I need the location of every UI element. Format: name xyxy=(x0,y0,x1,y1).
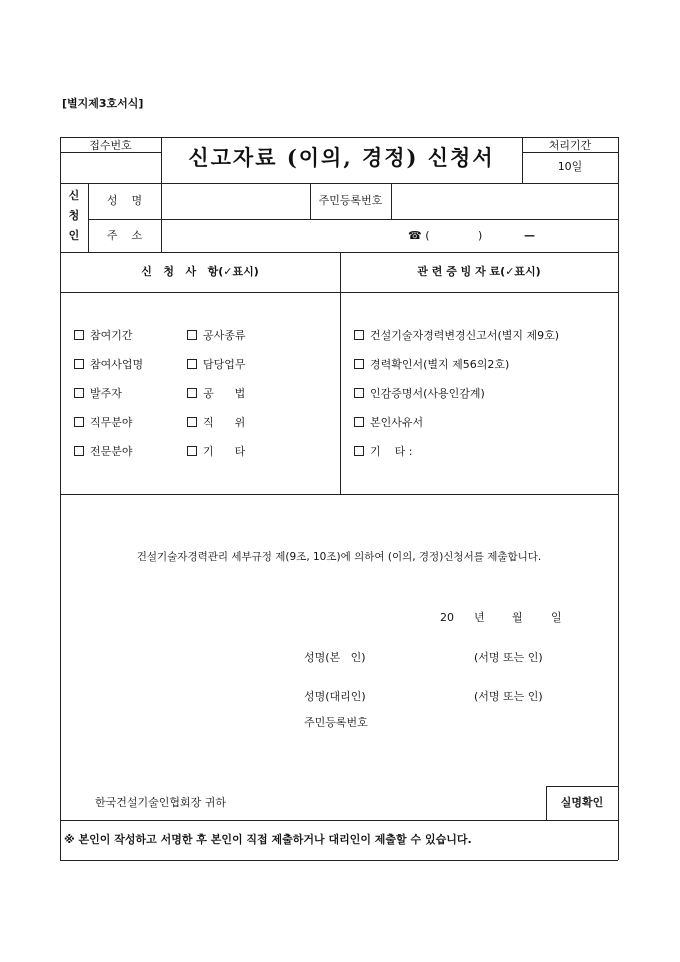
checkbox[interactable] xyxy=(187,388,197,398)
checkbox[interactable] xyxy=(74,446,84,456)
signature-agent-label: 성명(대리인) xyxy=(304,690,366,703)
evidence-item-career-certificate[interactable]: 경력확인서(별지 제56의2호) xyxy=(354,358,509,372)
receipt-number-field[interactable] xyxy=(60,153,161,183)
request-section-header: 신 청 사 항(✓표시) xyxy=(141,265,259,278)
checkbox[interactable] xyxy=(187,446,197,456)
request-item-duties[interactable]: 담당업무 xyxy=(187,358,246,372)
checkbox[interactable] xyxy=(74,388,84,398)
evidence-item-change-report[interactable]: 건설기술자경력변경신고서(별지 제9호) xyxy=(354,329,559,343)
checkbox[interactable] xyxy=(74,359,84,369)
footer-note: ※ 본인이 작성하고 서명한 후 본인이 직접 제출하거나 대리인이 제출할 수 있습니다. xyxy=(64,833,472,846)
form-code: [별지제3호서식] xyxy=(62,97,144,110)
checkbox[interactable] xyxy=(187,359,197,369)
checkbox[interactable] xyxy=(354,446,364,456)
evidence-item-seal-certificate[interactable]: 인감증명서(사용인감계) xyxy=(354,387,485,401)
statement-text: 건설기술자경력관리 세부규정 제(9조, 10조)에 의하여 (이의, 경정)신청서를 제출합니다. xyxy=(136,551,542,563)
rrn-label: 주민등록번호 xyxy=(318,194,383,207)
date-year-unit: 년 xyxy=(474,611,485,624)
address-label: 주 소 xyxy=(106,229,143,242)
name-label: 성 명 xyxy=(106,194,143,207)
date-year: 20 xyxy=(440,611,454,624)
date-month-unit: 월 xyxy=(512,611,523,624)
applicant-side-label-2: 청 xyxy=(68,209,80,222)
evidence-item-other[interactable]: 기 타 : xyxy=(354,445,412,459)
checkbox[interactable] xyxy=(354,330,364,340)
checkbox[interactable] xyxy=(74,330,84,340)
phone-area-code-field[interactable] xyxy=(430,222,474,246)
rrn-field[interactable] xyxy=(392,184,617,218)
evidence-item-reason-statement[interactable]: 본인사유서 xyxy=(354,416,423,430)
request-item-other[interactable]: 기 타 xyxy=(187,445,245,459)
processing-period-label: 처리기간 xyxy=(548,139,592,152)
signature-agent-field[interactable] xyxy=(380,685,468,707)
request-item-position[interactable]: 직 위 xyxy=(187,416,245,430)
agent-rrn-field[interactable] xyxy=(380,711,530,733)
addressee: 한국건설기술인협회장 귀하 xyxy=(95,796,227,809)
receipt-number-label: 접수번호 xyxy=(89,139,132,152)
signature-self-field[interactable] xyxy=(380,646,468,668)
checkbox[interactable] xyxy=(187,330,197,340)
signature-self-sign: (서명 또는 인) xyxy=(474,651,543,664)
phone-open: ☎ ( xyxy=(408,229,430,242)
identity-verification-label: 실명확인 xyxy=(560,796,604,809)
request-item-client[interactable]: 발주자 xyxy=(74,387,122,401)
request-item-project-name[interactable]: 참여사업명 xyxy=(74,358,143,372)
request-item-specialty-field[interactable]: 전문분야 xyxy=(74,445,133,459)
applicant-side-label-1: 신 xyxy=(68,189,80,202)
checkbox[interactable] xyxy=(354,388,364,398)
request-item-job-field[interactable]: 직무분야 xyxy=(74,416,133,430)
checkbox[interactable] xyxy=(354,417,364,427)
request-item-construction-type[interactable]: 공사종류 xyxy=(187,329,246,343)
evidence-section-header: 관 련 증 빙 자 료(✓표시) xyxy=(417,265,541,278)
checkbox[interactable] xyxy=(187,417,197,427)
signature-agent-sign: (서명 또는 인) xyxy=(474,690,543,703)
name-field[interactable] xyxy=(162,184,309,218)
applicant-side-label-3: 인 xyxy=(68,229,80,242)
agent-rrn-label: 주민등록번호 xyxy=(304,716,368,729)
address-field[interactable] xyxy=(162,220,392,251)
phone-dash: — xyxy=(524,229,535,242)
phone-close: ) xyxy=(478,229,483,242)
checkbox[interactable] xyxy=(354,359,364,369)
checkbox[interactable] xyxy=(74,417,84,427)
date-day-unit: 일 xyxy=(551,611,562,624)
form-title: 신고자료 (이의, 경정) 신청서 xyxy=(188,145,495,170)
processing-period-value: 10일 xyxy=(557,160,583,173)
request-item-participation-period[interactable]: 참여기간 xyxy=(74,329,133,343)
signature-self-label: 성명(본 인) xyxy=(304,651,366,664)
request-item-method[interactable]: 공 법 xyxy=(187,387,245,401)
